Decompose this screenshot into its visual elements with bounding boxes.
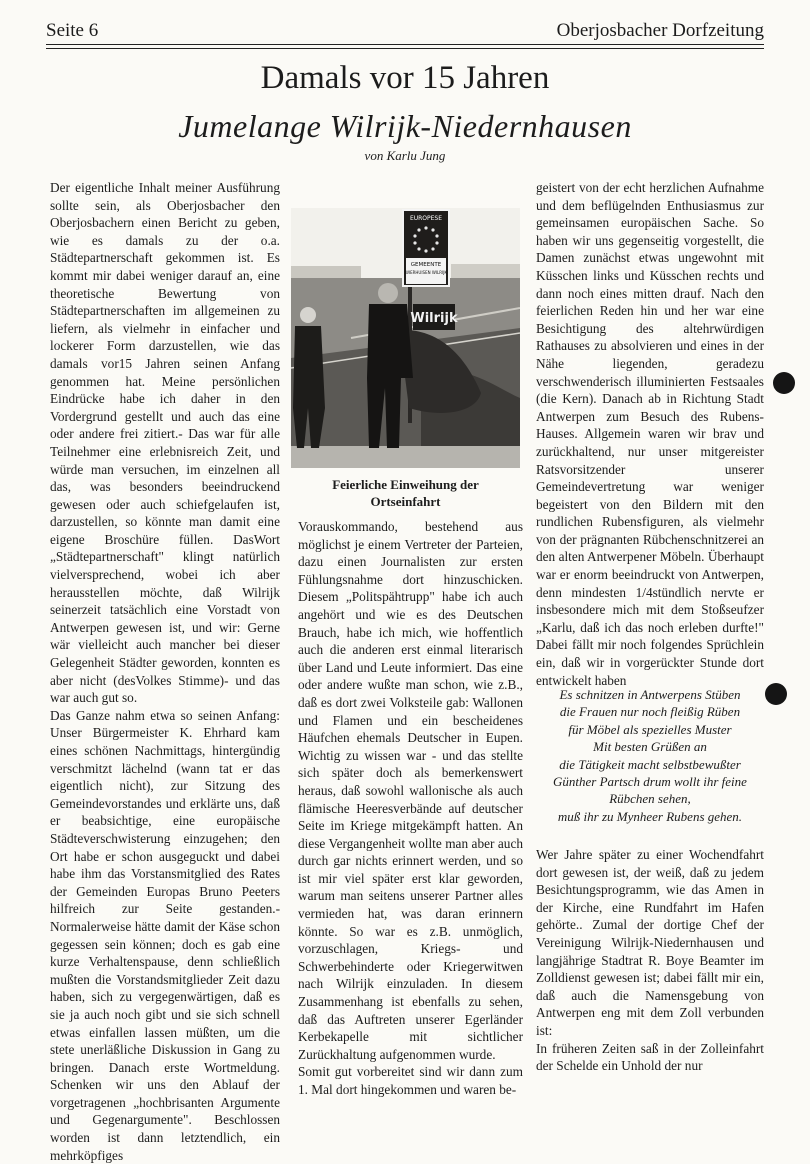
poem-block: [536, 686, 764, 825]
poem-line: muß ihr zu Mynheer Rubens gehen.: [557, 808, 743, 824]
column-middle: [298, 518, 523, 1099]
punch-hole: [765, 683, 787, 705]
poem-line: die Frauen nur noch fleißig Rüben: [559, 704, 741, 720]
town-sign-text: Wilrijk: [410, 311, 458, 326]
poem-line: für Möbel als spezielles Muster: [568, 721, 732, 737]
poem-line: Es schnitzen in Antwerpens Stüben: [559, 687, 741, 702]
publication-name: Oberjosbacher Dorfzeitung: [556, 20, 764, 41]
page-header: [46, 20, 764, 44]
column-left: [50, 179, 280, 1164]
article-title: Damals vor 15 Jahren: [260, 60, 550, 96]
caption-line: Ortseinfahrt: [370, 494, 441, 509]
column-right-top: [536, 179, 764, 689]
punch-hole: [773, 372, 795, 394]
poem-line: Günther Partsch drum wollt ihr feine: [553, 774, 747, 790]
poem-line: Mit besten Grüßen an: [593, 739, 707, 755]
paragraph: Vorauskommando, bestehend aus möglichst je einem Vertreter der Parteien, dazu einen Journalisten zur ersten Fühlungsnahme dort hinzuschicken. Diesem „Politspähtrupp" habe ich auch angehört und wie es des Deutschen Brauch, habe ich mich, wie hoffentlich auch die anderen erst einmal literarisch über Land und Leute informiert. Das eine oder andere wußte man schon, wie z.B., daß es dort zwei Volksteile gab: Wallonen und Flamen und ein bescheidenes Häufchen ehemals Deutscher in Eupen. Wichtig zu wissen war - und das stellte sich später doch als bemerkenswert heraus, daß sowohl wallonische als auch flämische Heeresverbände auf deutscher Seite im Kriege mitgekämpft hatten. An diese Vergangenheit wollte man aber auch durch gar nichts erinnert werden, und so ist mir viel später erst klar geworden, warum man seitens unserer Partner alles vermieden hat, was daran erinnern könnte. So war es z.B. unmöglich, vorzuschlagen, Kriegs- und Schwerbehinderte oder Kriegerwitwen nach Wilrijk einzuladen. In diesem Zusammenhang ist ebenfalls zu sehen, daß das Auftreten unserer Egerländer Kerbekapelle mit sichtlicher Zurückhaltung aufgenommen wurde.: [298, 519, 523, 1062]
article-photo: [291, 208, 520, 468]
header-rule-double: [46, 48, 764, 49]
photo-caption: [291, 476, 520, 510]
poem-line: Rübchen sehen,: [609, 791, 691, 807]
paragraph: Somit gut vorbereitet sind wir dann zum 1. Mal dort hingekommen und waren be-: [298, 1064, 523, 1097]
paragraph: Das Ganze nahm etwa so seinen Anfang: Unser Bürgermeister K. Ehrhard kam eines schönen Nachmittags, hintergündig verschmitzt lächelnd (wann tat er das eigentlich nicht), zur Sitzung des Gemeindevorstandes und erklärte uns, daß er beabsichtige, eine europäische Städteverschwisterung einzugehen; den Ort habe er schon ausgeguckt und dabei habe ihm das Vorstansmitglied des Rates der Gemeinden Europas Bruno Peeters hilfreich zur Seite gestanden.- Normalerweise hätte damit der Käse schon gegessen sein können; doch es gab eine kurze Verhaltenspause, denn schließlich mußten die Vorstandsmitglieder Zeit dazu haben, sich zu vergegenwärtigen, daß es sie ja auch noch gibt und sie sich schnell etwas einfallen lassen müßten, um die stete unerläßliche Diskussion in Gang zu bringen. Danach erste Wortmeldung. Schenken wir uns den Ablauf der vorgetragenen „hochbrisanten Argumente und Gegenargumente". Beschlossen worden ist dann letztendlich, ein mehrköpfiges: [50, 707, 280, 1163]
sign-mid-text: GEMEENTE: [410, 262, 442, 268]
sign-lines-text: WIERHUISEN WILRIJK: [404, 270, 448, 275]
paragraph: In früheren Zeiten saß in der Zolleinfahrt der Schelde ein Unhold der nur: [536, 1040, 764, 1074]
paragraph: geistert von der echt herzlichen Aufnahme und dem beflügelnden Enthusiasmus zur gemeinsamen europäischen Sache. So haben wir uns gegenseitig vorgestellt, die Damen zunächst etwas ungewohnt mit Küsschen links und Küsschen rechts und dann noch eines mitten drauf. Nach den feierlichen Reden hin und her war eine Besichtigung des altehrwürdigen Rathauses zu absolvieren und eines in der Nähe liegenden, geradezu verschwenderisch illuminierten Festsaales (die Kern). Danach ab in Richtung Stadt Antwerpen zum Besuch des Rubens-Hauses. Allgemein waren wir brav und zurückhaltend, nur unser mitgereister Ratsvorsitzender unserer Gemeindevertretung war weniger begeistert von den Bildern mit den rundlichen Rubensfiguren, als vielmehr von der prägnanten Rübchenschnitzerei an den alten Antwerpener Möbeln. Überhaupt war er enorm beeindruckt von Antwerpen, denn mindesten 1/4stündlich nervte er insbesondere mich mit dem Stoßseufzer „Karlu, daß ich das noch erleben durfte!" Dabei fällt mir noch folgendes Sprüchlein ein, daß wir in vorgerückter Stunde dort entwickelt haben: [536, 180, 764, 688]
column-right-bottom: [536, 846, 764, 1075]
sign-top-text: EUROPESE: [409, 215, 443, 222]
paragraph: Wer Jahre später zu einer Wochendfahrt dort gewesen ist, der weiß, daß zu jedem Besichtungsprogramm, wie das Amen in der Kirche, eine Rundfahrt im Hafen gehörte.. Zumal der dortige Chef der Vereinigung Wilrijk-Niedernhausen und langjährige Stadtrat R. Boye Beamter im Zolldienst gewesen ist; dabei fällt mir ein, daß auch die Namensgebung von Antwerpen eng mit dem Zoll verbunden ist:: [536, 847, 764, 1038]
paragraph: Der eigentliche Inhalt meiner Ausführung sollte sein, als Oberjosbacher den Oberjosbachern einen Bericht zu geben, wie es damals zu der o.a. Städtepartnerschaft gekommen ist. Es kommt mir dabei weniger darauf an, eine theoretische Bewertung von Städtepartnerschaften im allgemeinen zu liefern, als vielmehr in einfacher und lockerer Form darzustellen, wie das damals vor15 Jahren seinen Anfang genommen hat. Meine persönlichen Eindrücke habe ich daher in den Vordergrund gestellt und auch das eine oder andere frei zitiert.- Das war für alle Teilnehmer eine erlebnisreich Zeit, und würde man versuchen, im einzelnen all das, was besonders beeindruckend gewesen oder auch schiefgelaufen ist, darzustellen, so könnte man damit eine eigene Broschüre füllen. DasWort „Städtepartnerschaft" klingt natürlich vielversprechend, wobei ich aber herausstellen möchte, daß Wilrijk seinerzeit tatsächlich eine Vorstadt von Antwerpen gewesen ist, und wir: Gerne wär vielleicht auch mancher bei dieser Gelegenheit Städter geworden, konnten es aber nicht (desVolkes Stimme)- und das war auch gut so.: [50, 180, 280, 706]
header-rule: [46, 44, 764, 45]
article-subtitle: Jumelange Wilrijk-Niedernhausen: [178, 108, 632, 144]
poem-line: die Tätigkeit macht selbstbewußter: [559, 756, 741, 772]
caption-line: Feierliche Einweihung der: [332, 477, 479, 492]
article-byline: von Karlu Jung: [364, 148, 446, 163]
page-number: Seite 6: [46, 20, 99, 41]
